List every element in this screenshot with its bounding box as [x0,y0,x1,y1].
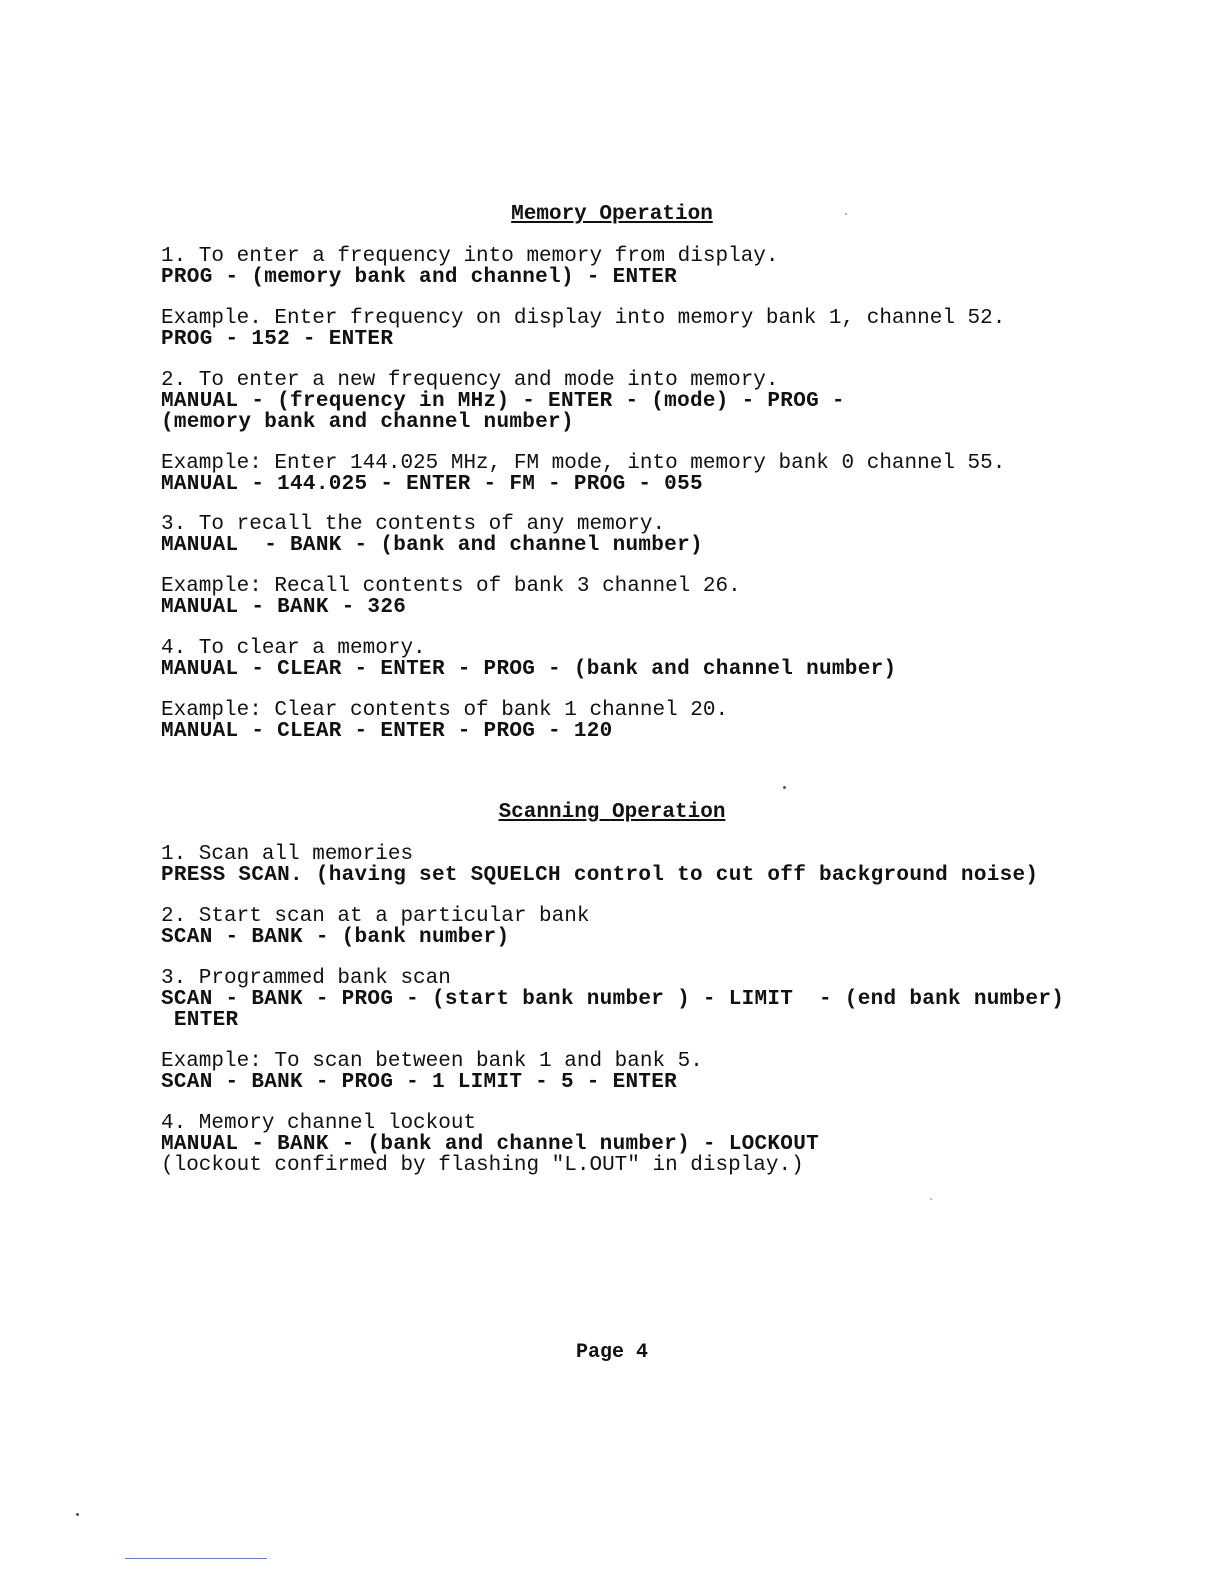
scan-step-1-text: 1. Scan all memories [161,843,414,866]
scan-step-4-keys: MANUAL - BANK - (bank and channel number) - LOCKOUT [161,1133,820,1156]
scan-step-2-text: 2. Start scan at a particular bank [161,905,590,928]
scanning-operation-heading: Scanning Operation [498,801,726,824]
memory-step-3-text: 3. To recall the contents of any memory. [161,513,666,536]
memory-step-1-keys: PROG - (memory bank and channel) - ENTER [161,266,678,289]
memory-example-1-text: Example. Enter frequency on display into memory bank 1, channel 52. [161,307,1006,330]
scan-step-3-keys-cont: ENTER [161,1009,239,1032]
memory-example-3-keys: MANUAL - BANK - 326 [161,596,407,619]
memory-example-4-text: Example: Clear contents of bank 1 channel 20. [161,699,729,722]
scan-speck [783,786,786,789]
scan-step-1-keys: PRESS SCAN. (having set SQUELCH control to cut off background noise) [161,864,1039,887]
memory-step-2-keys: MANUAL - (frequency in MHz) - ENTER - (mode) - PROG - [161,390,845,413]
scan-example-3-keys: SCAN - BANK - PROG - 1 LIMIT - 5 - ENTER [161,1071,678,1094]
memory-step-4-text: 4. To clear a memory. [161,637,426,660]
memory-step-1-text: 1. To enter a frequency into memory from display. [161,245,779,268]
memory-example-2-keys: MANUAL - 144.025 - ENTER - FM - PROG - 055 [161,473,703,496]
scan-example-3-text: Example: To scan between bank 1 and bank 5. [161,1050,703,1073]
memory-example-3-text: Example: Recall contents of bank 3 channel 26. [161,575,741,598]
memory-step-3-keys: MANUAL - BANK - (bank and channel number) [161,534,703,557]
memory-step-2-keys-cont: (memory bank and channel number) [161,411,574,434]
memory-example-2-text: Example: Enter 144.025 MHz, FM mode, into memory bank 0 channel 55. [161,452,1006,475]
memory-operation-heading: Memory Operation [511,203,713,226]
scan-step-3-keys: SCAN - BANK - PROG - (start bank number ) - LIMIT - (end bank number) [161,988,1065,1011]
scan-speck [930,1198,932,1200]
scan-speck [76,1513,79,1516]
scan-step-4-text: 4. Memory channel lockout [161,1112,477,1135]
memory-step-4-keys: MANUAL - CLEAR - ENTER - PROG - (bank and channel number) [161,658,897,681]
memory-example-1-keys: PROG - 152 - ENTER [161,328,394,351]
scan-step-3-text: 3. Programmed bank scan [161,967,451,990]
page-number: Page 4 [575,1341,648,1364]
page-edge-line [125,1558,267,1559]
scan-speck [845,213,847,215]
scan-step-2-keys: SCAN - BANK - (bank number) [161,926,510,949]
memory-step-2-text: 2. To enter a new frequency and mode into memory. [161,369,779,392]
scan-step-4-note: (lockout confirmed by flashing "L.OUT" in display.) [161,1154,804,1177]
memory-example-4-keys: MANUAL - CLEAR - ENTER - PROG - 120 [161,720,613,743]
